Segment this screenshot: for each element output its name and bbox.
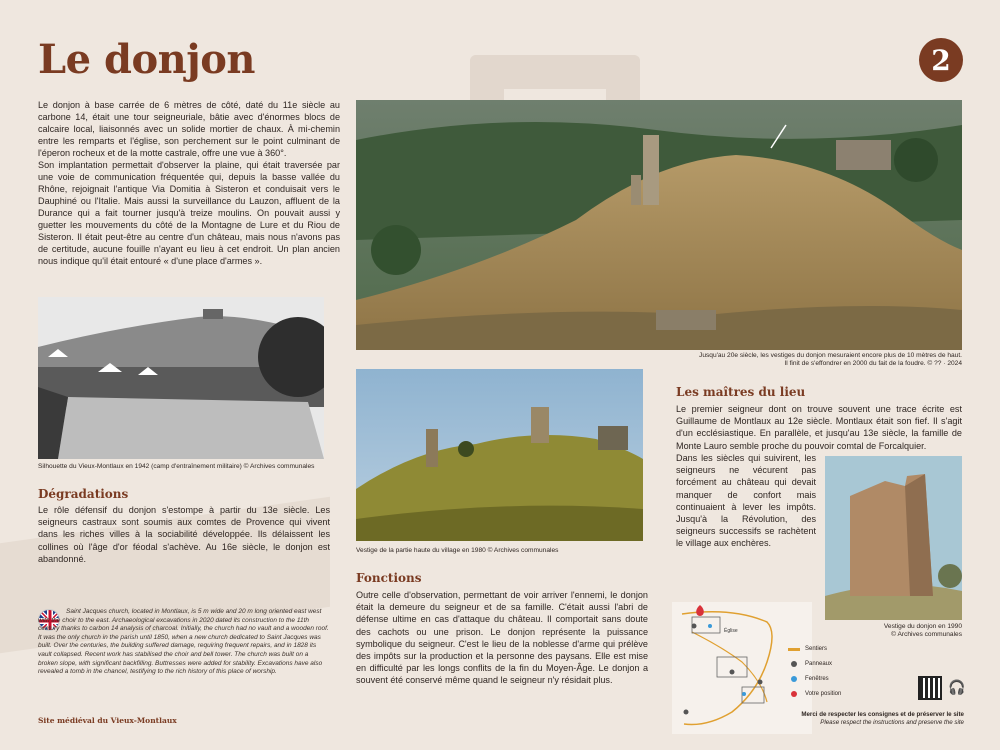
main-photo-caption: [560, 352, 962, 368]
respect-notice-fr: Merci de respecter les consignes et de préserver le site: [801, 711, 964, 718]
english-summary: Saint Jacques church, located in Montlaux, is 5 m wide and 20 m long oriented east west with the choir to the east. Archaeological excavations in 2020 dated its construction to the 11th century thanks to carbon 14 analysis of charcoal. Initially, the church had no vault and a wooden roof. It was the only church in the parish until 1850, when a new church dedicated to Saint Jacques was built. Over the centuries, the building suffered damage, requiring frequent repairs, and in 1828 its vault collapsed. Recent work has stabilised the choir and bell tower. The church was built on a broken slope, with significant backfilling. Buttresses were added for stability. Excavations have also revealed a tomb in the chancel, testifying to the rich history of this place of worship.: [38, 608, 329, 676]
headphones-icon: 🎧: [948, 679, 966, 695]
map-legend: [788, 645, 841, 705]
maitres-text-1: Le premier seigneur dont on trouve souvent une trace écrite est Guillaume de Montlaux au 12e siècle. Montlaux était son fief. Il s'agit d'un ecclésiastique. En parallèle, et jusqu'au 13e siècle, la famille de Monte Lauro semble proche du pouvoir comtal de Forcalquier.: [676, 404, 962, 451]
intro-paragraph-1: Le donjon à base carrée de 6 mètres de côté, daté du 11e siècle au carbone 14, était une tour seigneuriale, bâtie avec d'énormes blocs de calcaire local, liaisonnés avec un solide mortier de chaux. À mi-chemin entre les remparts et l'église, son perchement sur le point culminant de l'éperon rocheux et de la motte castrale, offre une vue à 360°.: [38, 100, 340, 158]
legend-position: Votre position: [788, 690, 841, 698]
respect-notice: [780, 711, 964, 727]
degradations-text: Le rôle défensif du donjon s'estompe à partir du 13e siècle. Les seigneurs castraux sont soumis aux comtes de Provence qui vivent dans les riches villes à la sociabilité développée. Ils délaissent les collines où l'âge d'or féodal s'achève. Au 16e siècle, le donjon est abandonné.: [38, 505, 330, 564]
legend-fenetres: Fenêtres: [788, 675, 841, 683]
village-photo-caption: Vestige de la partie haute du village en 1980 © Archives communales: [356, 547, 559, 554]
tower-photo-caption: [825, 623, 962, 639]
main-photo-caption-line-1: Jusqu'au 20e siècle, les vestiges du donjon mesuraient encore plus de 10 mètres de haut.: [699, 352, 962, 359]
station-number-badge: 2: [919, 38, 963, 82]
fonctions-text: Outre celle d'observation, permettant de voir arriver l'ennemi, le donjon était la demeure du seigneur et de sa famille. C'était aussi l'abri de défense ultime en cas d'attaque du château. Il comportait sans doute des cachots ou une prison. Le donjon représente la puissance symbolique du seigneur. C'est le lieu de la noblesse d'arme qui prélève des impôts sur la production et la personne des paysans. Elle est mise en difficulté par les longs conflits de la fin du Moyen-Âge. Le donjon a souvent été conservé même quand le seigneur n'y résidait plus.: [356, 590, 648, 686]
page-title: Le donjon: [38, 36, 255, 83]
legend-sentiers: Sentiers: [788, 645, 841, 653]
map-label-eglise: Église: [724, 628, 738, 634]
location-pin-icon: [791, 691, 797, 697]
degradations-heading: Dégradations: [38, 487, 129, 501]
respect-notice-en: Please respect the instructions and preserve the site: [820, 719, 964, 726]
maitres-text-2: Dans les siècles qui suivirent, les seigneurs ne vécurent pas forcément au château qui devait manquer de confort mais continuaient à lever les impôts. Jusqu'à la Révolution, des seigneurs successifs se rachètent le village aux enchères.: [676, 453, 816, 549]
main-photo-donjon-hill: [356, 100, 962, 350]
intro-paragraph-2: Son implantation permettait d'observer la plaine, qui était traversée par une voie de communication fréquentée qui, depuis la basse vallée du Rhône, rejoignait l'antique Via Domitia à Sisteron et conduisait vers le Dauphiné ou l'Italie. Mais aussi la surveillance du Lauzon, affluent de la Durance qui a fait tourner jusqu'à treize moulins. On pouvait aussi y guetter les mouvements du côté de la Montagne de Lure et du Riou de Sisteron. Il était peut-être au centre d'un château, mais nous n'avons pas de certitude, aucune fouille n'ayant eu lieu à cet endroit. Un plan ancien nous indique qu'il était entouré « d'une place d'armes ».: [38, 160, 340, 266]
tower-photo-caption-line-1: Vestige du donjon en 1990: [883, 623, 962, 630]
tower-photo-1990: [825, 456, 962, 620]
maitres-heading: Les maîtres du lieu: [676, 385, 806, 399]
legend-panneaux: Panneaux: [788, 660, 841, 668]
camp-photo-1942: [38, 297, 324, 459]
camp-photo-caption: Silhouette du Vieux-Montlaux en 1942 (camp d'entraînement militaire) © Archives communales: [38, 463, 315, 470]
tower-photo-caption-line-2: © Archives communales: [891, 631, 962, 638]
village-photo-1980: [356, 369, 643, 541]
main-photo-caption-line-2: Il finit de s'effondrer en 2000 du fait de la foudre. © ?? · 2024: [784, 360, 962, 367]
qr-code-icon[interactable]: [918, 676, 942, 700]
footer-site-name: Site médiéval du Vieux-Montlaux: [38, 716, 177, 725]
fonctions-heading: Fonctions: [356, 571, 422, 585]
intro-text: [38, 99, 340, 267]
